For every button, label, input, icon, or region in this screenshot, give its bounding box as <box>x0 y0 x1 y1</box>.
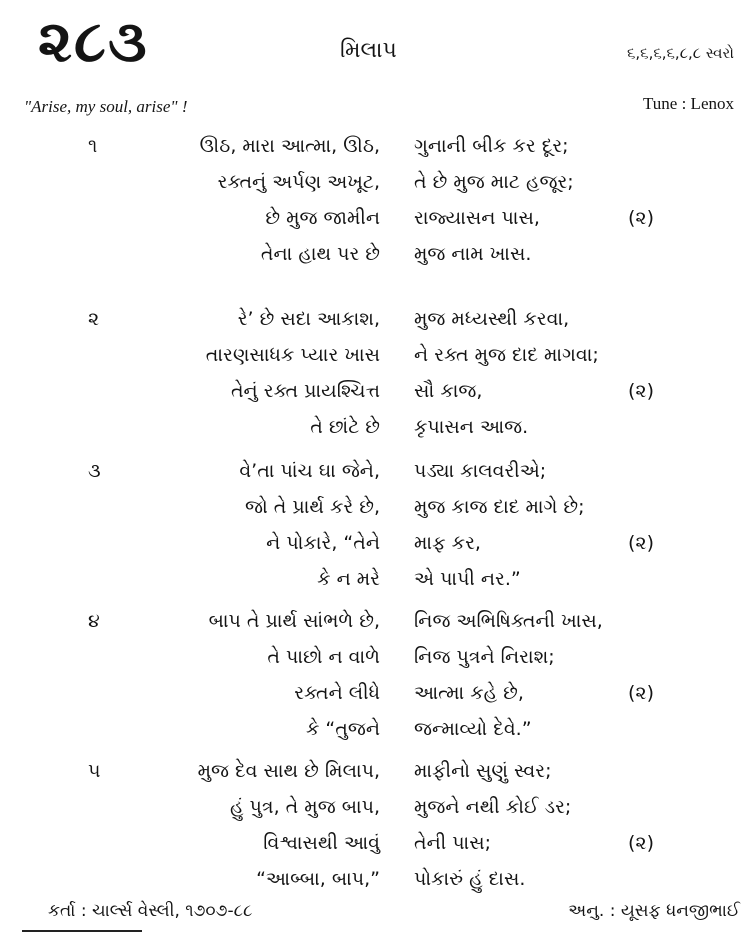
line-second-half: સૌ કાજ, <box>414 380 483 402</box>
line-first-half: રક્તને લીધે <box>294 682 380 704</box>
line-second-half: તેની પાસ; <box>414 832 492 854</box>
verse-number: ૩ <box>88 460 101 482</box>
line-second-half: પોકારું હું દાસ. <box>414 868 526 890</box>
line-first-half: રે’ છે સદા આકાશ, <box>237 308 380 330</box>
verse-line <box>0 753 750 789</box>
line-first-half: કે “તુજને <box>305 718 380 740</box>
verse-line <box>0 825 750 861</box>
line-first-half: ને પોકારે, “તેને <box>266 532 380 554</box>
line-second-half: મુજ મધ્યસ્થી કરવા, <box>414 308 570 330</box>
line-first-half: ઊઠ, મારા આત્મા, ઊઠ, <box>199 135 380 157</box>
tune-name: Tune : Lenox <box>643 94 734 113</box>
verse-line <box>0 861 750 897</box>
verse-line <box>0 200 750 236</box>
verse-line <box>0 675 750 711</box>
author-credit: કર્તા : ચાર્લ્સ વેસ્લી, ૧૭૦૭-૮૮ <box>48 901 253 921</box>
verse-line <box>0 453 750 489</box>
line-first-half: કે ન મરે <box>317 568 380 590</box>
line-first-half: બાપ તે પ્રાર્થ સાંભળે છે, <box>208 610 380 632</box>
line-first-half: જો તે પ્રાર્થ કરે છે, <box>244 496 380 518</box>
verse-number: ૧ <box>88 135 98 157</box>
verse-line <box>0 236 750 272</box>
verse-line <box>0 789 750 825</box>
hymn-title: મિલાપ <box>340 38 397 63</box>
verse-line <box>0 525 750 561</box>
line-second-half: મુજ નામ ખાસ. <box>414 243 532 265</box>
line-second-half: નિજ પુત્રને નિરાશ; <box>414 646 555 668</box>
line-first-half: મુજ દેવ સાથ છે મિલાપ, <box>197 760 380 782</box>
line-second-half: મુજને નથી કોઈ ડર; <box>414 796 572 818</box>
hymn-number: ૨૮૩ <box>38 7 149 75</box>
verse-line <box>0 128 750 164</box>
line-first-half: છે મુજ જામીન <box>265 207 380 229</box>
footer-rule <box>22 930 142 932</box>
line-second-half: નિજ અભિષિક્તની ખાસ, <box>414 610 603 632</box>
line-first-half: રક્તનું અર્પણ અખૂટ, <box>217 171 380 193</box>
line-second-half: માફીનો સુણું સ્વર; <box>414 760 552 782</box>
line-second-half: માફ કર, <box>414 532 481 554</box>
repeat-marker: (૨) <box>628 380 654 402</box>
verse-line <box>0 337 750 373</box>
translator-credit: અનુ. : યૂસફ ધનજીભાઈ <box>568 901 740 921</box>
hymn-meter: ૬,૬,૬,૬,૮,૮ સ્વરો <box>627 44 734 62</box>
line-first-half: તે છાંટે છે <box>310 416 380 438</box>
verse-number: ૫ <box>88 760 101 782</box>
line-first-half: વે’તા પાંચ ઘા જેને, <box>239 460 380 482</box>
line-first-half: તારણસાધક પ્યાર ખાસ <box>205 344 380 366</box>
line-second-half: જન્માવ્યો દેવે.” <box>414 718 532 740</box>
line-second-half: મુજ કાજ દાદ માગે છે; <box>414 496 585 518</box>
line-second-half: રાજ્યાસન પાસ, <box>414 207 540 229</box>
repeat-marker: (૨) <box>628 682 654 704</box>
verse-line <box>0 603 750 639</box>
verse-number: ૪ <box>88 610 100 632</box>
english-subtitle: "Arise, my soul, arise" ! <box>24 97 188 116</box>
line-first-half: તેના હાથ પર છે <box>260 243 380 265</box>
verse-number: ૨ <box>88 308 100 330</box>
verse-line <box>0 373 750 409</box>
line-first-half: તે પાછો ન વાળે <box>267 646 380 668</box>
verse-line <box>0 561 750 597</box>
verse-line <box>0 711 750 747</box>
line-first-half: “આબ્બા, બાપ,” <box>256 868 380 890</box>
verse-line <box>0 409 750 445</box>
verse-line <box>0 164 750 200</box>
verse-line <box>0 301 750 337</box>
line-second-half: કૃપાસન આજ. <box>414 416 529 438</box>
repeat-marker: (૨) <box>628 832 654 854</box>
verse-line <box>0 489 750 525</box>
line-first-half: હું પુત્ર, તે મુજ બાપ, <box>230 796 380 818</box>
line-first-half: વિશ્વાસથી આવું <box>263 832 380 854</box>
line-first-half: તેનું રક્ત પ્રાયશ્ચિત્ત <box>230 380 380 402</box>
line-second-half: તે છે મુજ માટ હજૂર; <box>414 171 574 193</box>
line-second-half: ને રક્ત મુજ દાદ માગવા; <box>414 344 599 366</box>
verse-line <box>0 639 750 675</box>
line-second-half: આત્મા કહે છે, <box>414 682 524 704</box>
line-second-half: ગુનાની બીક કર દૂર; <box>414 135 569 157</box>
repeat-marker: (૨) <box>628 532 654 554</box>
line-second-half: પડ્યા કાલવરીએ; <box>414 460 547 482</box>
repeat-marker: (૨) <box>628 207 654 229</box>
line-second-half: એ પાપી નર.” <box>414 568 521 590</box>
